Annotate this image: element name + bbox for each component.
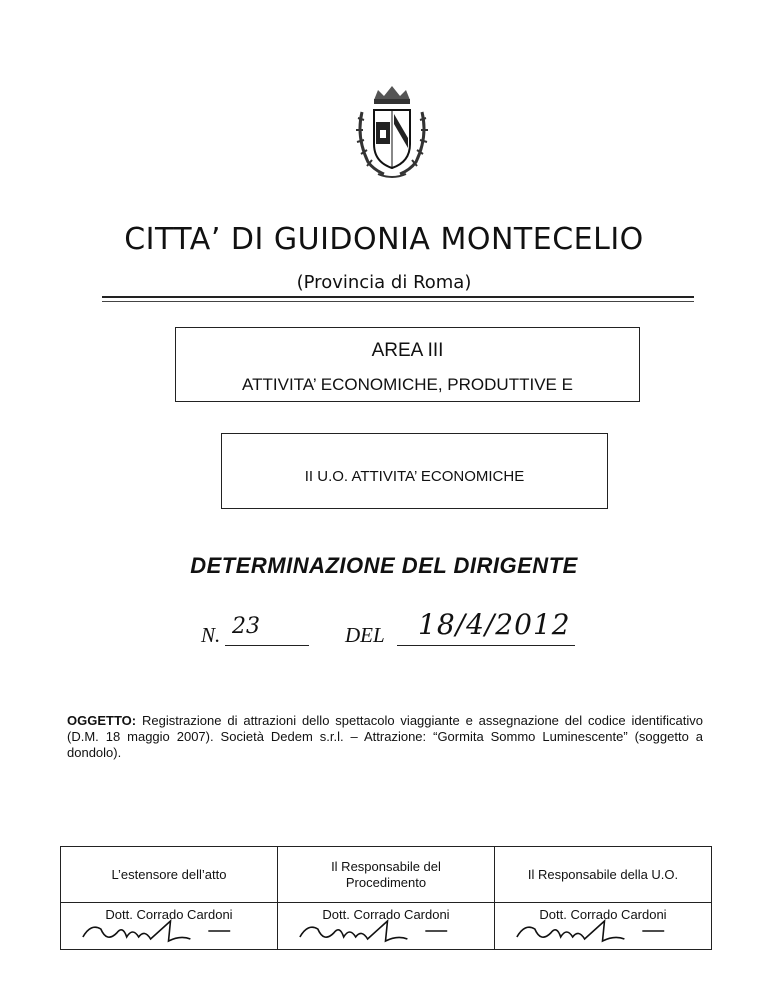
signature-table	[60, 846, 712, 950]
signature-header-uo: Il Responsabile della U.O.	[495, 847, 712, 903]
handwritten-signature	[61, 917, 277, 945]
signature-header-drafter: L’estensore dell’atto	[61, 847, 278, 903]
province-subtitle: (Provincia di Roma)	[296, 272, 472, 293]
date-value: 18/4/2012	[418, 608, 571, 641]
signature-cell	[61, 903, 278, 950]
area-box	[175, 327, 640, 402]
subject-label: OGGETTO:	[67, 713, 137, 728]
number-underline	[225, 645, 309, 646]
signature-header-procedure: Il Responsabile del Procedimento	[278, 847, 495, 903]
signature-name: Dott. Corrado Cardoni	[539, 907, 667, 922]
date-label: DEL	[345, 623, 385, 647]
date-underline	[397, 645, 575, 646]
signature-cell	[278, 903, 495, 950]
number-value: 23	[232, 614, 260, 639]
handwritten-signature	[278, 917, 494, 945]
municipal-crest-icon	[352, 82, 432, 182]
area-subtitle: ATTIVITA’ ECONOMICHE, PRODUTTIVE E	[242, 375, 573, 394]
signature-name: Dott. Corrado Cardoni	[322, 907, 450, 922]
subject-paragraph	[67, 713, 703, 761]
subject-text: Registrazione di attrazioni dello spettacolo viaggiante e assegnazione del codice identificativo (D.M. 18 maggio 2007). Società Dedem s.r.l. – Attrazione: “Gormita Sommo Luminescente” (soggetto a dondolo).	[67, 713, 703, 760]
header-rule-thin	[102, 301, 694, 302]
number-label: N.	[201, 623, 221, 647]
area-title: AREA III	[371, 340, 444, 361]
handwritten-signature	[495, 917, 711, 945]
signature-cell	[495, 903, 712, 950]
uo-box	[221, 433, 608, 509]
header-rule	[102, 296, 694, 298]
city-title: CITTA’ DI GUIDONIA MONTECELIO	[124, 222, 644, 257]
determination-title: DETERMINAZIONE DEL DIRIGENTE	[190, 553, 578, 578]
signature-name: Dott. Corrado Cardoni	[105, 907, 233, 922]
uo-label: II U.O. ATTIVITA’ ECONOMICHE	[304, 468, 525, 485]
